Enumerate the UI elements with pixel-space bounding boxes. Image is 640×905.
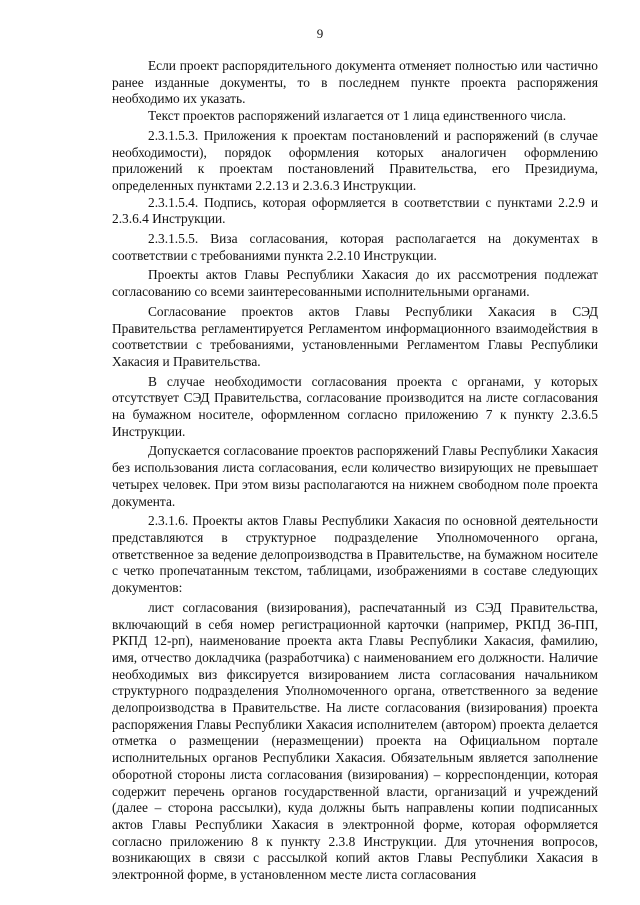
paragraph-approval-sheet: лист согласования (визирования), распечатанный из СЭД Правительства, включающий в себя номер регистрационной карточки (например, РКПД 36-ПП, РКПД 12-рп), наименование проекта акта Главы Республики Хакасия, фамилию, имя, отчество докладчика (разработчика) с наименованием его должности. Наличие необходимых виз фиксируется визированием листа согласования начальником структурного подразделения Уполномоченного органа, ответственного за ведение делопроизводства в Правительстве. На листе согласования (визирования) проекта распоряжения Главы Республики Хакасия исполнителем (автором) проекта делается отметка о размещении (неразмещении) проекта на Официальном портале исполнительных органов Республики Хакасия. Обязательным является заполнение оборотной стороны листа согласования (визирования) – корреспонденции, которая содержит перечень органов государственной власти, организаций и учреждений (далее – сторона рассылки), куда должны быть направлены копии подписанных актов Главы Республики Хакасия в электронной форме, которая оформляется согласно приложению 8 к пункту 2.3.8 Инструкции. Для уточнения вопросов, возникающих в связи с рассылкой копий актов Главы Республики Хакасия в электронной форме, в установленном месте листа согласования xyxy=(112,599,598,883)
paragraph-2-3-1-6: 2.3.1.6. Проекты актов Главы Республики Хакасия по основной деятельности представляются в структурное подразделение Уполномоченного органа, ответственное за ведение делопроизводства в Правительстве, на бумажном носителе с четко пропечатанным текстом, таблицами, изображениями в составе следующих документов: xyxy=(112,513,598,596)
paragraph-2-3-1-5-5: 2.3.1.5.5. Виза согласования, которая располагается на документах в соответствии с требованиями пункта 2.2.10 Инструкции. xyxy=(112,231,598,263)
paragraph-cancel-docs: Если проект распорядительного документа отменяет полностью или частично ранее изданные документы, то в последнем пункте проекта распоряжения необходимо их указать. xyxy=(112,58,598,107)
paragraph-first-person: Текст проектов распоряжений излагается от 1 лица единственного числа. xyxy=(148,108,567,124)
document-body xyxy=(112,58,598,884)
paragraph-approval-required: Проекты актов Главы Республики Хакасия до их рассмотрения подлежат согласованию со всеми заинтересованными исполнительными органами. xyxy=(112,267,598,300)
paragraph-sed-approval: Согласование проектов актов Главы Республики Хакасия в СЭД Правительства регламентируется Регламентом информационного взаимодействия в соответствии с требованиями, установленными Регламентом Главы Республики Хакасия и Правительства. xyxy=(112,303,598,369)
page-number: 9 xyxy=(316,26,324,41)
paragraph-paper-approval: В случае необходимости согласования проекта с органами, у которых отсутствует СЭД Правительства, согласование производится на листе согласования на бумажном носителе, оформленном согласно приложению 7 к пункту 2.3.6.5 Инструкции. xyxy=(112,373,598,439)
paragraph-no-approval-sheet: Допускается согласование проектов распоряжений Главы Республики Хакасия без использования листа согласования, если количество визирующих не превышает четырех человек. При этом визы располагаются на нижнем свободном поле проекта документа. xyxy=(112,443,598,509)
paragraph-2-3-1-5-3: 2.3.1.5.3. Приложения к проектам постановлений и распоряжений (в случае необходимости), порядок оформления которых аналогичен оформлению приложений к проектам постановлений Правительства, его Президиума, определенных пунктами 2.2.13 и 2.3.6.3 Инструкции. xyxy=(112,127,598,193)
paragraph-2-3-1-5-4: 2.3.1.5.4. Подпись, которая оформляется в соответствии с пунктами 2.2.9 и 2.3.6.4 Инструкции. xyxy=(112,194,598,227)
